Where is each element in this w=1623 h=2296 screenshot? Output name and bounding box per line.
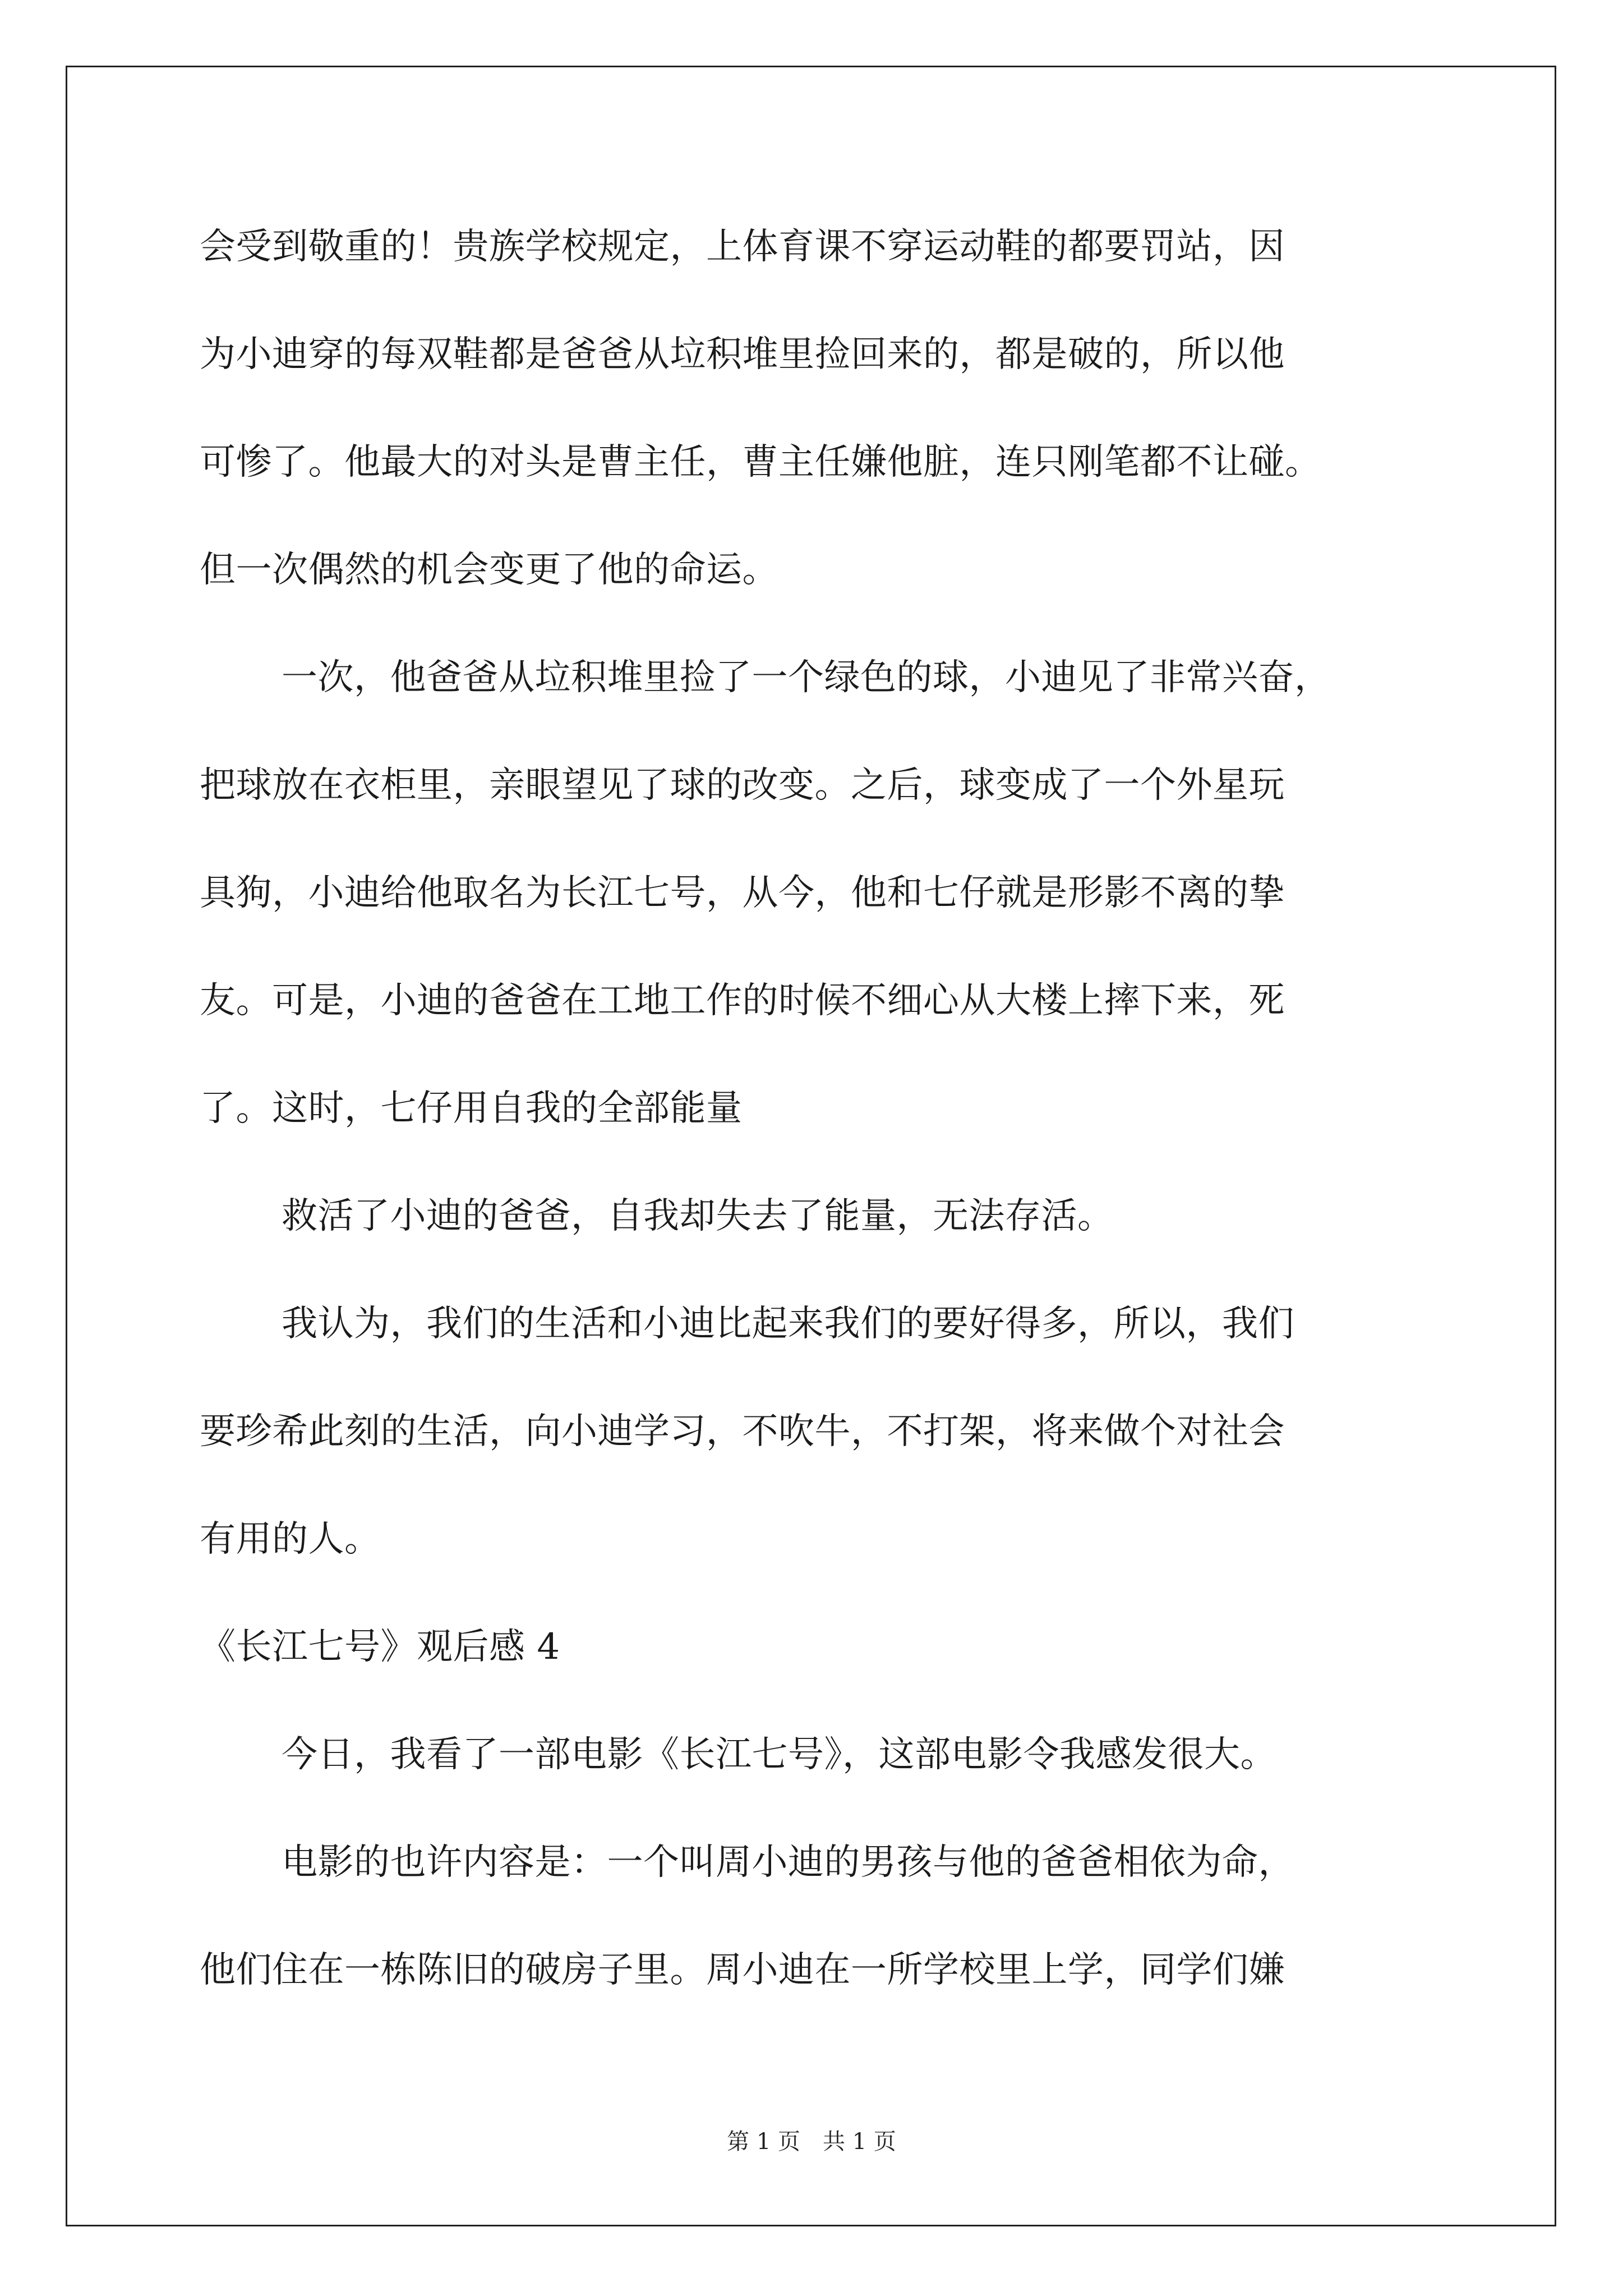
paragraph-line: 把球放在衣柜里，亲眼望见了球的改变。之后，球变成了一个外星玩 bbox=[200, 765, 1285, 806]
paragraph-line: 电影的也许内容是：一个叫周小迪的男孩与他的爸爸相依为命， bbox=[282, 1842, 1294, 1883]
page-footer: 第 1 页 共 1 页 bbox=[727, 2129, 896, 2155]
paragraph-line: 可惨了。他最大的对头是曹主任，曹主任嫌他脏，连只刚笔都不让碰。 bbox=[200, 441, 1321, 483]
section-heading: 《长江七号》观后感 4 bbox=[200, 1626, 560, 1668]
paragraph-line: 他们住在一栋陈旧的破房子里。周小迪在一所学校里上学，同学们嫌 bbox=[200, 1949, 1285, 1991]
paragraph-line: 具狗，小迪给他取名为长江七号，从今，他和七仔就是形影不离的挚 bbox=[200, 872, 1285, 914]
page-border bbox=[66, 66, 1556, 2226]
paragraph-line: 今日，我看了一部电影《长江七号》，这部电影令我感发很大。 bbox=[282, 1734, 1276, 1775]
paragraph-line: 有用的人。 bbox=[200, 1519, 381, 1560]
paragraph-line: 为小迪穿的每双鞋都是爸爸从垃积堆里捡回来的，都是破的，所以他 bbox=[200, 334, 1285, 375]
paragraph-line: 友。可是，小迪的爸爸在工地工作的时候不细心从大楼上摔下来，死 bbox=[200, 980, 1285, 1022]
paragraph-line: 要珍希此刻的生活，向小迪学习，不吹牛，不打架，将来做个对社会 bbox=[200, 1411, 1285, 1452]
paragraph-line: 会受到敬重的！贵族学校规定，上体育课不穿运动鞋的都要罚站，因 bbox=[200, 226, 1285, 268]
paragraph-line: 了。这时，七仔用自我的全部能量 bbox=[200, 1088, 743, 1129]
paragraph-line: 救活了小迪的爸爸，自我却失去了能量，无法存活。 bbox=[282, 1195, 1114, 1237]
paragraph-line: 一次，他爸爸从垃积堆里捡了一个绿色的球，小迪见了非常兴奋， bbox=[282, 657, 1331, 698]
paragraph-line: 但一次偶然的机会变更了他的命运。 bbox=[200, 549, 778, 591]
paragraph-line: 我认为，我们的生活和小迪比起来我们的要好得多，所以，我们 bbox=[282, 1303, 1294, 1345]
